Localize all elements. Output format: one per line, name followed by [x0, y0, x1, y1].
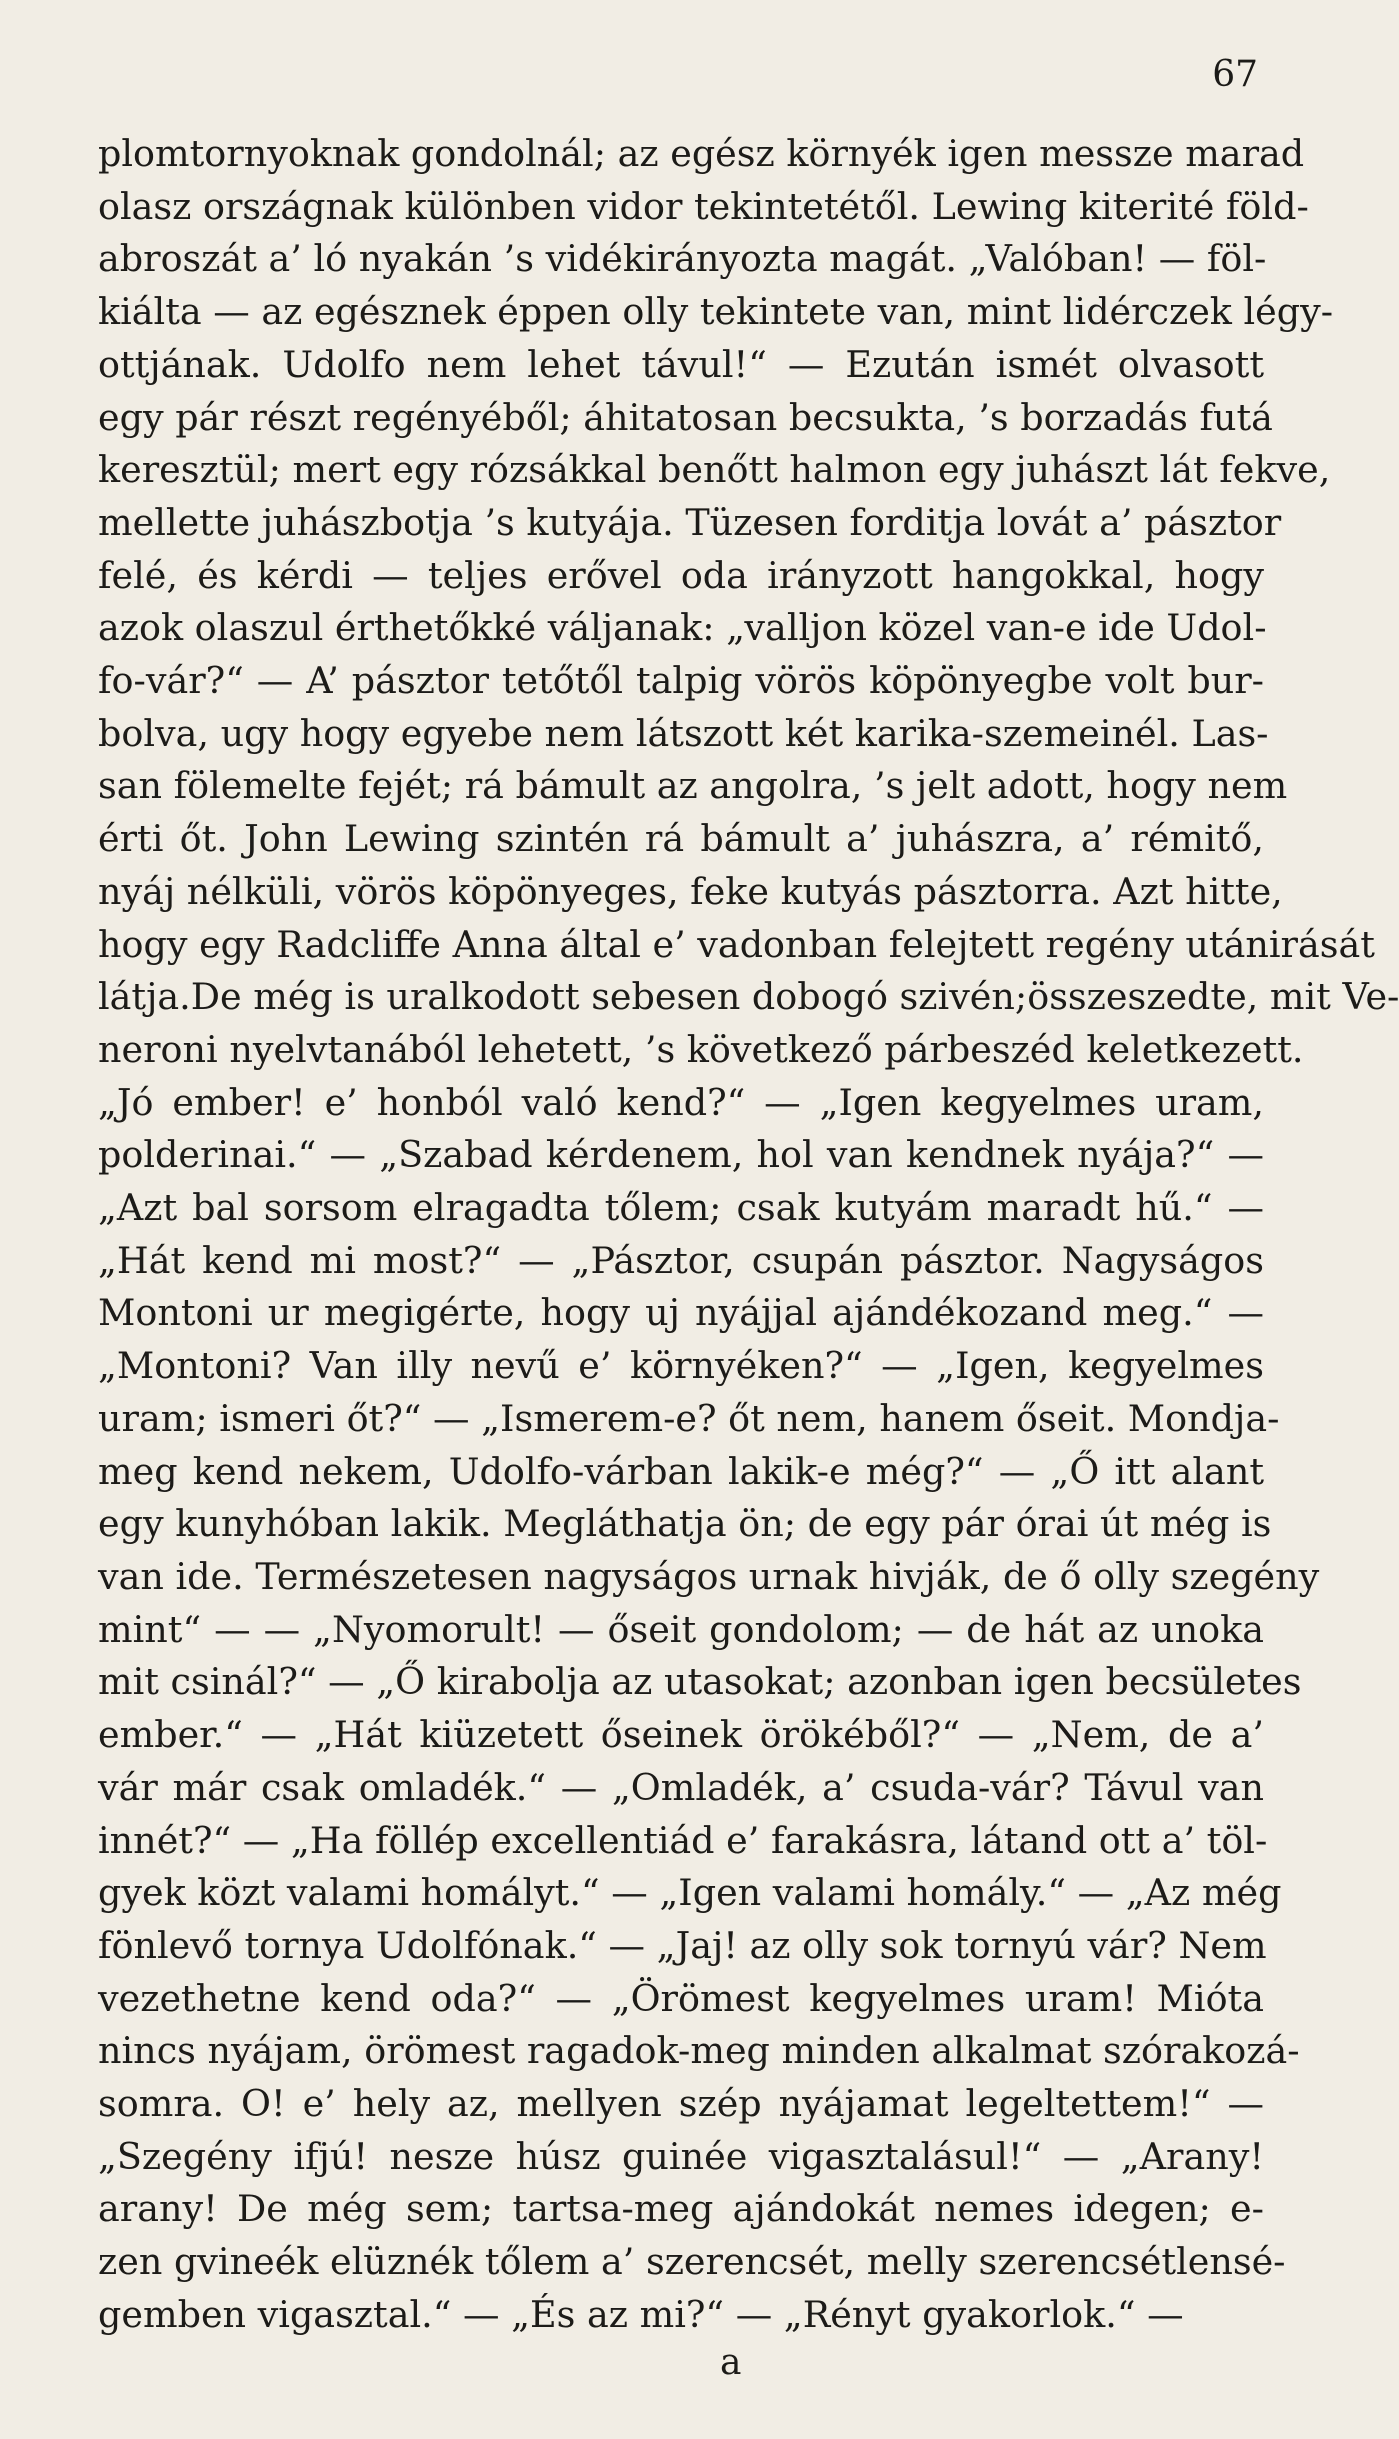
text-line: van ide. Természetesen nagyságos urnak hivják, de ő olly szegény: [98, 1554, 1320, 1598]
text-line: „Montoni? Van illy nevű e’ környéken?“ — „Igen, kegyelmes: [98, 1344, 1264, 1388]
text-line: „Szegény ifjú! nesze húsz guinée vigasztalásul!“ — „Arany!: [98, 2134, 1264, 2178]
text-line: gemben vigasztal.“ — „És az mi?“ — „Rényt gyakorlok.“ —: [98, 2292, 1184, 2336]
text-line: fönlevő tornya Udolfónak.“ — „Jaj! az olly sok tornyú vár? Nem: [98, 1923, 1267, 1967]
text-line: kiálta — az egésznek éppen olly tekintete van, mint lidérczek légy-: [98, 290, 1334, 334]
text-line: meg kend nekem, Udolfo-várban lakik-e még?“ — „Ő itt alant: [98, 1449, 1264, 1493]
text-line: fo-vár?“ — A’ pásztor tetőtől talpig vörös köpönyegbe volt bur-: [98, 659, 1264, 703]
text-line: zen gvineék elüznék tőlem a’ szerencsét, melly szerencsétlensé-: [98, 2240, 1286, 2284]
text-line: felé, és kérdi — teljes erővel oda irányzott hangokkal, hogy: [98, 553, 1264, 597]
text-line: ember.“ — „Hát kiüzetett őseinek örökéből?“ — „Nem, de a’: [98, 1713, 1264, 1757]
text-line: vezethetne kend oda?“ — „Örömest kegyelmes uram! Mióta: [98, 1976, 1264, 2020]
text-line: san fölemelte fejét; rá bámult az angolra, ’s jelt adott, hogy nem: [98, 764, 1288, 808]
text-line: azok olaszul érthetőkké váljanak: „valljon közel van-e ide Udol-: [98, 606, 1267, 650]
text-line: olasz országnak különben vidor tekintetétől. Lewing kiterité föld-: [98, 184, 1309, 228]
text-line: uram; ismeri őt?“ — „Ismerem-e? őt nem, hanem őseit. Mondja-: [98, 1396, 1280, 1440]
text-line: hogy egy Radcliffe Anna által e’ vadonban felejtett regény utánirását: [98, 922, 1375, 966]
text-line: mit csinál?“ — „Ő kirabolja az utasokat; azonban igen becsületes: [98, 1660, 1302, 1704]
text-line: Montoni ur megigérte, hogy uj nyájjal ajándékozand meg.“ —: [98, 1291, 1264, 1335]
text-line: plomtornyoknak gondolnál; az egész környék igen messze marad: [98, 132, 1305, 175]
text-line: „Hát kend mi most?“ — „Pásztor, csupán pásztor. Nagyságos: [98, 1238, 1264, 1282]
text-line: gyek közt valami homályt.“ — „Igen valami homály.“ — „Az még: [98, 1871, 1282, 1915]
text-line: látja.De még is uralkodott sebesen dobogó szivén;összeszedte, mit Ve-: [98, 975, 1399, 1019]
text-line: neroni nyelvtanából lehetett, ’s következő párbeszéd keletkezett.: [98, 1027, 1304, 1071]
text-line: „Azt bal sorsom elragadta tőlem; csak kutyám maradt hű.“ —: [98, 1186, 1264, 1230]
page-number: 67: [1212, 54, 1258, 95]
catchword: a: [720, 2342, 742, 2383]
text-line: egy pár részt regényéből; áhitatosan becsukta, ’s borzadás futá: [98, 395, 1273, 439]
text-line: somra. O! e’ hely az, mellyen szép nyájamat legeltettem!“ —: [98, 2082, 1264, 2126]
text-line: innét?“ — „Ha föllép excellentiád e’ farakásra, látand ott a’ töl-: [98, 1818, 1268, 1862]
text-line: mellette juhászbotja ’s kutyája. Tüzesen forditja lovát a’ pásztor: [98, 500, 1282, 544]
text-line: egy kunyhóban lakik. Megláthatja ön; de egy pár órai út még is: [98, 1502, 1272, 1546]
text-line: nyáj nélküli, vörös köpönyeges, feke kutyás pásztorra. Azt hitte,: [98, 869, 1283, 913]
text-line: arany! De még sem; tartsa-meg ajándokát nemes idegen; e-: [98, 2187, 1264, 2231]
text-line: nincs nyájam, örömest ragadok-meg minden alkalmat szórakozá-: [98, 2029, 1300, 2073]
text-line: érti őt. John Lewing szintén rá bámult a’ juhászra, a’ rémitő,: [98, 817, 1264, 861]
text-line: mint“ — — „Nyomorult! — őseit gondolom; — de hát az unoka: [98, 1607, 1264, 1651]
text-line: polderinai.“ — „Szabad kérdenem, hol van kendnek nyája?“ —: [98, 1133, 1264, 1177]
text-line: vár már csak omladék.“ — „Omladék, a’ csuda-vár? Távul van: [98, 1765, 1264, 1809]
text-line: „Jó ember! e’ honból való kend?“ — „Igen kegyelmes uram,: [98, 1080, 1264, 1124]
text-line: ottjának. Udolfo nem lehet távul!“ — Ezután ismét olvasott: [98, 342, 1264, 386]
text-line: keresztül; mert egy rózsákkal benőtt halmon egy juhászt lát fekve,: [98, 448, 1331, 492]
body-text: [98, 128, 1399, 2342]
text-line: abroszát a’ ló nyakán ’s vidékirányozta magát. „Valóban! — föl-: [98, 237, 1267, 281]
text-line: bolva, ugy hogy egyebe nem látszott két karika-szemeinél. Las-: [98, 711, 1269, 755]
